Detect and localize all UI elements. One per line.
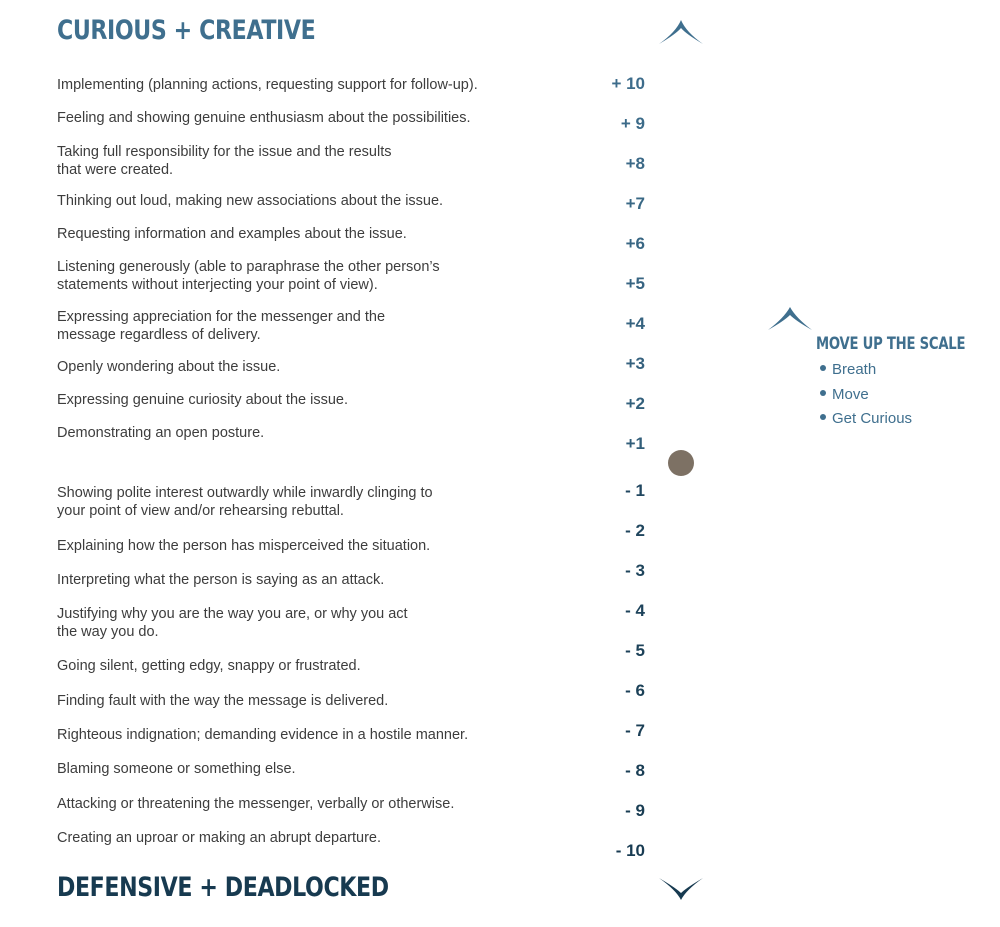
scale-item-text: Justifying why you are the way you are, or why you act the way you do. [57,606,408,640]
scale-item-text: Attacking or threatening the messenger, verbally or otherwise. [57,796,455,812]
move-up-tip-label: Move [832,386,869,403]
scale-item-value: +5 [625,274,645,293]
scale-item-text: Blaming someone or something else. [57,761,296,777]
bullet-icon [820,414,826,420]
scale-item-value: - 3 [625,561,645,580]
scale-item-text: Expressing genuine curiosity about the issue. [57,392,348,408]
scale-item-text: Creating an uproar or making an abrupt departure. [57,830,382,846]
scale-item-text: Requesting information and examples about the issue. [57,226,407,242]
scale-item-text: Going silent, getting edgy, snappy or frustrated. [57,658,361,674]
scale-item-value: + 10 [611,74,645,93]
bullet-icon [820,365,826,371]
scale-item-value: +7 [625,194,645,213]
scale-item-text: Explaining how the person has misperceived the situation. [57,538,431,554]
move-up-tip [820,410,912,427]
scale-item-value: - 9 [625,801,645,820]
scale-item-value: +4 [625,314,645,333]
scale-item-value: +2 [625,394,645,413]
heading-curious-creative: CURIOUS + CREATIVE [57,15,316,46]
scale-item-value: +3 [625,354,645,373]
scale-item-value: - 6 [625,681,645,700]
scale-item-text: Taking full responsibility for the issue and the results that were created. [57,144,392,178]
scale-item-value: +1 [625,434,645,453]
scale-item-text: Thinking out loud, making new associations about the issue. [57,193,444,209]
move-up-tip-label: Get Curious [832,410,913,427]
scale-item-value: - 7 [625,721,645,740]
scale-item-value: +8 [625,154,645,173]
scale-item-value: + 9 [620,114,645,133]
move-up-tip [820,386,869,403]
bullet-icon [820,390,826,396]
move-up-title: MOVE UP THE SCALE [816,334,966,353]
scale-item-text: Listening generously (able to paraphrase the other person’s statements without interjecting your point of view). [57,259,440,293]
scale-item-text: Showing polite interest outwardly while inwardly clinging to your point of view and/or rehearsing rebuttal. [57,485,433,519]
scale-item-text: Finding fault with the way the message is delivered. [57,693,389,709]
scale-item-value: - 1 [625,481,645,500]
scale-item-text: Feeling and showing genuine enthusiasm about the possibilities. [57,110,471,126]
heading-defensive-deadlocked: DEFENSIVE + DEADLOCKED [57,872,389,903]
scale-item-value: - 8 [625,761,645,780]
scale-item-text: Implementing (planning actions, requesting support for follow-up). [57,77,478,93]
move-up-tip [820,361,876,378]
scale-item-value: - 4 [625,601,645,620]
scale-item-value: - 10 [615,841,645,860]
scale-item-value: - 5 [625,641,645,660]
scale-item-text: Openly wondering about the issue. [57,359,281,375]
move-up-tip-label: Breath [832,361,877,378]
scale-item-text: Righteous indignation; demanding evidence in a hostile manner. [57,727,469,743]
center-point [668,450,694,476]
scale-item-value: +6 [625,234,645,253]
scale-item-text: Demonstrating an open posture. [57,425,265,441]
scale-item-value: - 2 [625,521,645,540]
scale-item-text: Interpreting what the person is saying as an attack. [57,572,385,588]
scale-item-text: Expressing appreciation for the messenger and the message regardless of delivery. [57,309,386,343]
